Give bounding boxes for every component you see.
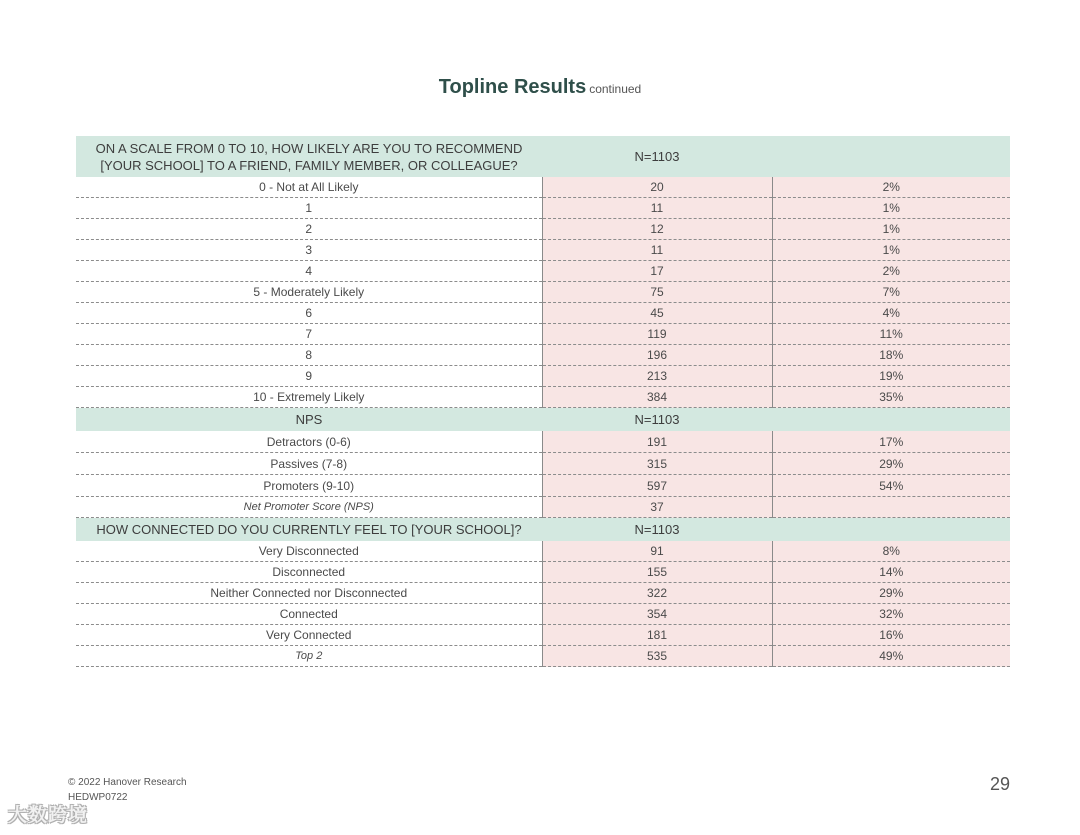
row-label: Neither Connected nor Disconnected <box>76 583 542 604</box>
row-percent: 18% <box>772 345 1010 366</box>
footer-copyright: © 2022 Hanover Research <box>68 777 187 788</box>
row-percent: 11% <box>772 324 1010 345</box>
table-row <box>76 303 1010 324</box>
row-label: Very Connected <box>76 625 542 646</box>
table-row <box>76 198 1010 219</box>
row-percent: 14% <box>772 562 1010 583</box>
section-sample-size: N=1103 <box>542 136 772 177</box>
row-percent: 54% <box>772 475 1010 497</box>
row-percent: 32% <box>772 604 1010 625</box>
section-header-empty <box>772 136 1010 177</box>
row-count: 75 <box>542 282 772 303</box>
table-row <box>76 219 1010 240</box>
row-percent: 1% <box>772 198 1010 219</box>
row-percent: 1% <box>772 219 1010 240</box>
row-label: Detractors (0-6) <box>76 431 542 453</box>
table-row <box>76 583 1010 604</box>
table-row <box>76 324 1010 345</box>
row-count: 37 <box>542 497 772 518</box>
row-count: 181 <box>542 625 772 646</box>
row-label: 3 <box>76 240 542 261</box>
row-count: 91 <box>542 541 772 562</box>
section-header-empty <box>772 408 1010 432</box>
table-row <box>76 475 1010 497</box>
title-sub: continued <box>589 82 642 96</box>
row-label: 4 <box>76 261 542 282</box>
row-label: Net Promoter Score (NPS) <box>76 497 542 518</box>
row-percent: 1% <box>772 240 1010 261</box>
row-count: 12 <box>542 219 772 240</box>
row-count: 315 <box>542 453 772 475</box>
row-label: 2 <box>76 219 542 240</box>
section-header-empty <box>772 518 1010 542</box>
section-sample-size: N=1103 <box>542 518 772 542</box>
section-header <box>76 136 1010 177</box>
row-percent: 35% <box>772 387 1010 408</box>
row-count: 322 <box>542 583 772 604</box>
row-count: 20 <box>542 177 772 198</box>
table-row <box>76 282 1010 303</box>
table-row <box>76 497 1010 518</box>
row-percent: 17% <box>772 431 1010 453</box>
row-percent: 29% <box>772 583 1010 604</box>
table-row <box>76 431 1010 453</box>
row-percent: 7% <box>772 282 1010 303</box>
row-percent: 29% <box>772 453 1010 475</box>
row-count: 119 <box>542 324 772 345</box>
row-percent: 19% <box>772 366 1010 387</box>
row-label: Passives (7-8) <box>76 453 542 475</box>
row-label: 6 <box>76 303 542 324</box>
row-label: Connected <box>76 604 542 625</box>
page-title <box>0 76 1080 99</box>
page-number: 29 <box>990 774 1011 794</box>
row-count: 597 <box>542 475 772 497</box>
row-percent: 2% <box>772 177 1010 198</box>
row-percent: 49% <box>772 646 1010 667</box>
topline-table <box>76 136 1010 667</box>
row-count: 384 <box>542 387 772 408</box>
section-question-line: ON A SCALE FROM 0 TO 10, HOW LIKELY ARE YOU TO RECOMMEND <box>95 140 523 156</box>
row-label: 1 <box>76 198 542 219</box>
row-count: 45 <box>542 303 772 324</box>
row-percent <box>772 497 1010 518</box>
table-row <box>76 625 1010 646</box>
table-row <box>76 541 1010 562</box>
footer-code: HEDWP0722 <box>68 792 128 803</box>
row-count: 213 <box>542 366 772 387</box>
row-label: Very Disconnected <box>76 541 542 562</box>
row-percent: 8% <box>772 541 1010 562</box>
table-row <box>76 345 1010 366</box>
watermark-logo: 大数跨境 <box>8 805 89 826</box>
section-question <box>76 408 542 432</box>
table-row <box>76 604 1010 625</box>
title-main: Topline Results <box>438 76 587 98</box>
section-header <box>76 518 1010 542</box>
row-percent: 4% <box>772 303 1010 324</box>
row-count: 11 <box>542 198 772 219</box>
row-count: 196 <box>542 345 772 366</box>
table-row <box>76 562 1010 583</box>
table-row <box>76 453 1010 475</box>
row-percent: 16% <box>772 625 1010 646</box>
table-row <box>76 240 1010 261</box>
row-percent: 2% <box>772 261 1010 282</box>
row-label: 5 - Moderately Likely <box>76 282 542 303</box>
section-question <box>76 518 542 542</box>
row-count: 354 <box>542 604 772 625</box>
table-row <box>76 366 1010 387</box>
row-count: 191 <box>542 431 772 453</box>
table-row <box>76 261 1010 282</box>
section-question-line: NPS <box>295 412 323 427</box>
row-count: 535 <box>542 646 772 667</box>
row-label: Top 2 <box>76 646 542 667</box>
row-label: 10 - Extremely Likely <box>76 387 542 408</box>
row-label: 8 <box>76 345 542 366</box>
row-label: Disconnected <box>76 562 542 583</box>
section-sample-size: N=1103 <box>542 408 772 432</box>
row-count: 11 <box>542 240 772 261</box>
section-question-line: HOW CONNECTED DO YOU CURRENTLY FEEL TO [YOUR SCHOOL]? <box>96 522 522 537</box>
section-question <box>76 136 542 177</box>
row-count: 155 <box>542 562 772 583</box>
row-label: 9 <box>76 366 542 387</box>
table-row <box>76 646 1010 667</box>
row-label: 0 - Not at All Likely <box>76 177 542 198</box>
section-question-line: [YOUR SCHOOL] TO A FRIEND, FAMILY MEMBER, OR COLLEAGUE? <box>100 157 518 173</box>
table-row <box>76 177 1010 198</box>
row-count: 17 <box>542 261 772 282</box>
row-label: 7 <box>76 324 542 345</box>
table-row <box>76 387 1010 408</box>
section-header <box>76 408 1010 432</box>
row-label: Promoters (9-10) <box>76 475 542 497</box>
